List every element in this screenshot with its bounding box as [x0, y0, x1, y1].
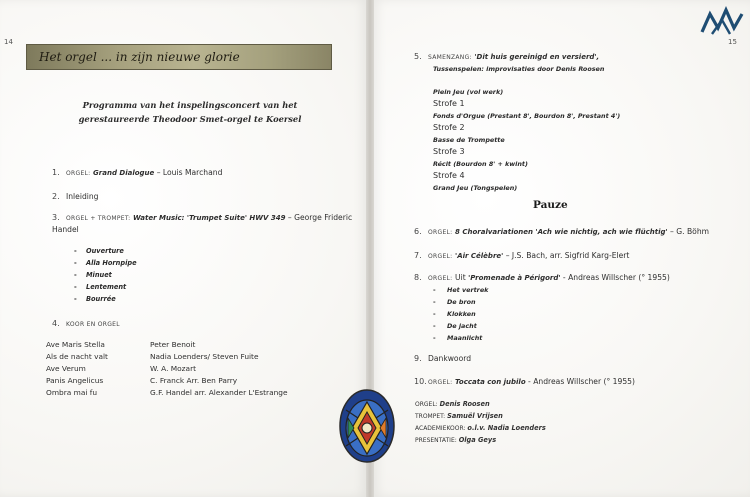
left-page [0, 0, 368, 497]
choir-row: Ave Maris Stella Peter Benoit [46, 340, 196, 349]
program-subtitle [40, 98, 340, 126]
choir-row: Panis Angelicus C. Franck Arr. Ben Parry [46, 376, 238, 385]
registration-line: Grand Jeu (Tongspelen) [433, 184, 518, 192]
performer-line: TROMPET: Samuël Vrijsen [415, 412, 503, 420]
choir-row: Ombra mai fu G.F. Handel arr. Alexander L'Estrange [46, 388, 288, 397]
program-item-8: 8. ORGEL: Uit 'Promenade à Périgord' - Andreas Willscher (° 1955) [414, 273, 670, 282]
promenade-part: - De jacht [433, 322, 477, 330]
program-item-5-interludes: Tussenspelen: improvisaties door Denis Roosen [433, 65, 605, 73]
performer-line: PRESENTATIE: Olga Geys [415, 436, 497, 444]
right-page [372, 0, 750, 497]
suite-part: - Alla Hornpipe [74, 259, 137, 267]
promenade-part: - Het vertrek [433, 286, 489, 294]
brand-logo-icon [700, 6, 746, 36]
program-item-7: 7. ORGEL: 'Air Célèbre' – J.S. Bach, arr. Sigfrid Karg-Elert [414, 251, 630, 260]
program-item-9: 9. Dankwoord [414, 354, 472, 363]
registration-line: Récit (Bourdon 8' + kwint) [433, 160, 528, 168]
performer-line: ACADEMIEKOOR: o.l.v. Nadia Loenders [415, 424, 546, 432]
verse-line: Strofe 2 [433, 123, 465, 132]
choir-row: Als de nacht valt Nadia Loenders/ Steven Fuite [46, 352, 259, 361]
registration-line: Fonds d'Orgue (Prestant 8', Bourdon 8', Prestant 4') [433, 112, 621, 120]
verse-line: Strofe 3 [433, 147, 465, 156]
suite-part: - Lentement [74, 283, 127, 291]
program-item-5: 5. SAMENZANG: 'Dit huis gereinigd en versierd', [414, 52, 600, 61]
performer-line: ORGEL: Denis Roosen [415, 400, 490, 408]
program-item-3-continued: Handel [52, 225, 79, 234]
verse-line: Strofe 1 [433, 99, 465, 108]
program-item-10: 10.ORGEL: Toccata con jubilo - Andreas Willscher (° 1955) [414, 377, 635, 386]
promenade-part: - Maanlicht [433, 334, 483, 342]
program-item-2: 2. Inleiding [52, 192, 99, 201]
suite-part: - Bourrée [74, 295, 116, 303]
promenade-part: - Klokken [433, 310, 476, 318]
page-number-left: 14 [4, 38, 13, 46]
page-number-right: 15 [728, 38, 737, 46]
choir-row: Ave Verum W. A. Mozart [46, 364, 197, 373]
verse-line: Strofe 4 [433, 171, 465, 180]
suite-part: - Minuet [74, 271, 112, 279]
intermission-heading: Pauze [533, 199, 568, 211]
program-item-6: 6. ORGEL: 8 Choralvariationen 'Ach wie nichtig, ach wie flüchtig' – G. Böhm [414, 227, 710, 236]
program-item-1: 1. ORGEL: Grand Dialogue – Louis Marchand [52, 168, 223, 177]
stained-glass-window-icon [338, 388, 396, 464]
promenade-part: - De bron [433, 298, 476, 306]
registration-line: Basse de Trompette [433, 136, 505, 144]
banner-title: Het orgel ... in zijn nieuwe glorie [39, 50, 240, 64]
program-item-3: 3. ORGEL + TROMPET: Water Music: 'Trumpet Suite' HWV 349 – George Frideric [52, 213, 353, 222]
title-banner [26, 44, 332, 70]
program-item-4: 4. KOOR EN ORGEL [52, 319, 120, 328]
registration-line: Plein Jeu (vol werk) [433, 88, 504, 96]
subtitle-line: gerestaureerde Theodoor Smet-orgel te Koersel [78, 114, 302, 124]
subtitle-line: Programma van het inspelingsconcert van het [82, 100, 298, 110]
suite-part: - Ouverture [74, 247, 124, 255]
